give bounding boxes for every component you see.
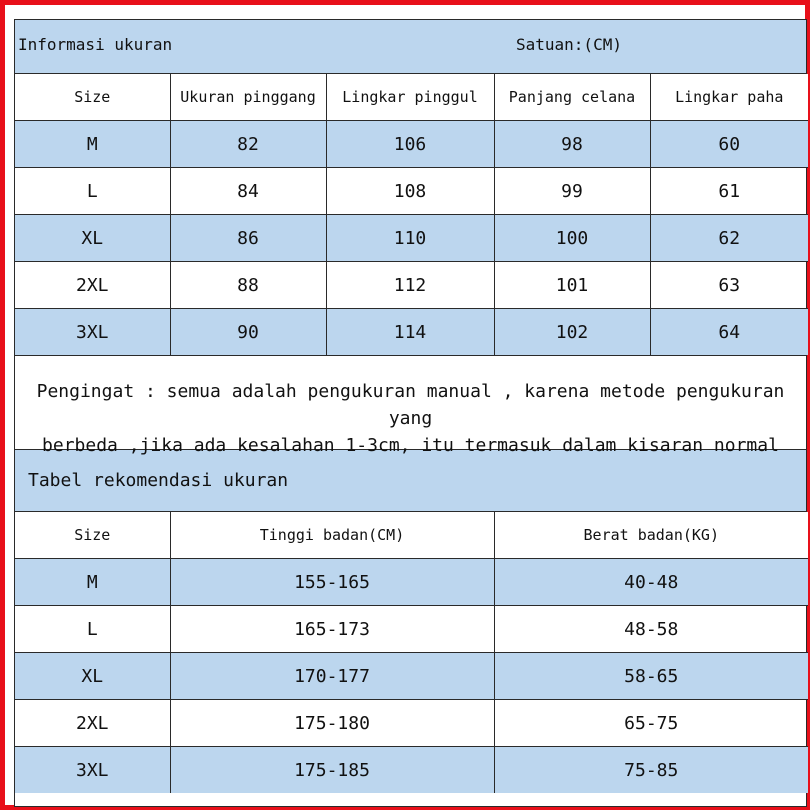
cell-hip: 112 xyxy=(326,262,494,309)
cell-weight: 65-75 xyxy=(494,700,808,747)
size-info-table xyxy=(15,74,808,355)
table-row xyxy=(15,747,808,794)
header-length: Panjang celana xyxy=(494,74,650,121)
cell-size: M xyxy=(15,121,170,168)
cell-length: 102 xyxy=(494,309,650,356)
cell-size: M xyxy=(15,559,170,606)
table-row xyxy=(15,606,808,653)
cell-height: 170-177 xyxy=(170,653,494,700)
cell-length: 98 xyxy=(494,121,650,168)
table-row xyxy=(15,309,808,356)
cell-size: 2XL xyxy=(15,700,170,747)
cell-size: 3XL xyxy=(15,747,170,794)
cell-thigh: 61 xyxy=(650,168,808,215)
cell-hip: 108 xyxy=(326,168,494,215)
cell-size: 2XL xyxy=(15,262,170,309)
cell-height: 165-173 xyxy=(170,606,494,653)
unit-label: Satuan:(CM) xyxy=(516,35,622,54)
header-size: Size xyxy=(15,512,170,559)
cell-size: 3XL xyxy=(15,309,170,356)
cell-length: 100 xyxy=(494,215,650,262)
cell-weight: 48-58 xyxy=(494,606,808,653)
header-thigh: Lingkar paha xyxy=(650,74,808,121)
recommend-table xyxy=(15,512,808,793)
note-line-2: berbeda ,jika ada kesalahan 1-3cm, itu termasuk dalam kisaran normal xyxy=(42,435,779,456)
size-chart-sheet xyxy=(14,19,807,807)
header-height: Tinggi badan(CM) xyxy=(170,512,494,559)
cell-hip: 106 xyxy=(326,121,494,168)
cell-length: 101 xyxy=(494,262,650,309)
table-row xyxy=(15,559,808,606)
note-line-1: Pengingat : semua adalah pengukuran manual , karena metode pengukuran yang xyxy=(36,381,785,429)
cell-size: XL xyxy=(15,653,170,700)
cell-waist: 82 xyxy=(170,121,326,168)
cell-waist: 86 xyxy=(170,215,326,262)
cell-thigh: 63 xyxy=(650,262,808,309)
cell-weight: 40-48 xyxy=(494,559,808,606)
measurement-note xyxy=(15,355,806,456)
cell-thigh: 60 xyxy=(650,121,808,168)
cell-size: XL xyxy=(15,215,170,262)
header-size: Size xyxy=(15,74,170,121)
cell-waist: 88 xyxy=(170,262,326,309)
cell-size: L xyxy=(15,168,170,215)
cell-height: 175-185 xyxy=(170,747,494,794)
size-info-title-bar xyxy=(15,20,806,74)
recommend-title: Tabel rekomendasi ukuran xyxy=(28,470,289,491)
header-hip: Lingkar pinggul xyxy=(326,74,494,121)
table-row xyxy=(15,215,808,262)
cell-height: 155-165 xyxy=(170,559,494,606)
cell-hip: 110 xyxy=(326,215,494,262)
cell-weight: 58-65 xyxy=(494,653,808,700)
cell-waist: 84 xyxy=(170,168,326,215)
header-weight: Berat badan(KG) xyxy=(494,512,808,559)
cell-weight: 75-85 xyxy=(494,747,808,794)
size-info-title: Informasi ukuran xyxy=(18,35,173,54)
table-row xyxy=(15,168,808,215)
table-row xyxy=(15,700,808,747)
size-info-header-row xyxy=(15,74,808,121)
cell-thigh: 64 xyxy=(650,309,808,356)
cell-length: 99 xyxy=(494,168,650,215)
header-waist: Ukuran pinggang xyxy=(170,74,326,121)
cell-size: L xyxy=(15,606,170,653)
recommend-title-bar xyxy=(15,450,806,512)
table-row xyxy=(15,121,808,168)
cell-thigh: 62 xyxy=(650,215,808,262)
cell-height: 175-180 xyxy=(170,700,494,747)
cell-waist: 90 xyxy=(170,309,326,356)
table-row xyxy=(15,262,808,309)
cell-hip: 114 xyxy=(326,309,494,356)
recommend-header-row xyxy=(15,512,808,559)
table-row xyxy=(15,653,808,700)
